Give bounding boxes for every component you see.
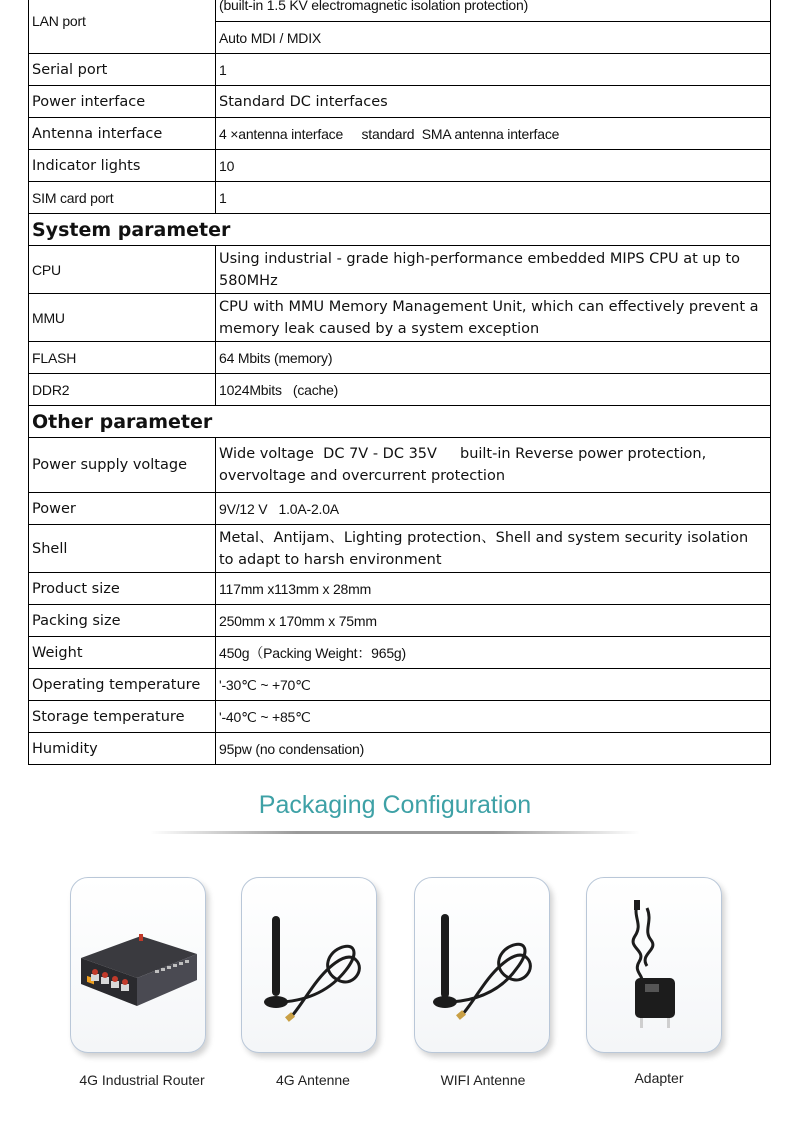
spec-value-shell: Metal、Antijam、Lighting protection、Shell and system security isolation to adapt to harsh environment — [216, 525, 771, 573]
antenna-icon — [242, 878, 376, 1052]
spec-value-packing-size: 250mm x 170mm x 75mm — [216, 605, 771, 637]
spec-value-flash: 64 Mbits (memory) — [216, 342, 771, 374]
spec-value-storage-temp: '-40℃ ~ +85℃ — [216, 701, 771, 733]
spec-value-mmu: CPU with MMU Memory Management Unit, which can effectively prevent a memory leak caused by a system exception — [216, 294, 771, 342]
spec-value-sim: 1 — [216, 182, 771, 214]
wifi-antenna-card — [414, 877, 550, 1053]
spec-key-cpu: CPU — [29, 246, 216, 294]
spec-key-supply-voltage: Power supply voltage — [29, 438, 216, 493]
spec-key-packing-size: Packing size — [29, 605, 216, 637]
router-card — [70, 877, 206, 1053]
spec-key-antenna: Antenna interface — [29, 118, 216, 150]
spec-value-power: 9V/12 V 1.0A-2.0A — [216, 493, 771, 525]
caption-4g-antenna: 4G Antenne — [276, 1072, 350, 1088]
spec-key-flash: FLASH — [29, 342, 216, 374]
section-title-other: Other parameter — [29, 406, 771, 438]
spec-key-serial: Serial port — [29, 54, 216, 86]
spec-key-sim: SIM card port — [29, 182, 216, 214]
spec-value-serial: 1 — [216, 54, 771, 86]
spec-key-operating-temp: Operating temperature — [29, 669, 216, 701]
spec-value-cpu: Using industrial - grade high-performance embedded MIPS CPU at up to 580MHz — [216, 246, 771, 294]
spec-key-power: Power — [29, 493, 216, 525]
spec-key-mmu: MMU — [29, 294, 216, 342]
spec-key-lan: LAN port — [29, 0, 216, 54]
spec-key-product-size: Product size — [29, 573, 216, 605]
spec-value-supply-voltage: Wide voltage DC 7V - DC 35V built-in Reverse power protection, overvoltage and overcurrent protection — [216, 438, 771, 493]
antenna-icon — [415, 878, 549, 1052]
spec-value-indicator: 10 — [216, 150, 771, 182]
spec-table — [28, 0, 771, 765]
spec-value-humidity: 95pw (no condensation) — [216, 733, 771, 765]
spec-key-ddr2: DDR2 — [29, 374, 216, 406]
spec-value-ddr2: 1024Mbits (cache) — [216, 374, 771, 406]
caption-wifi-antenna: WIFI Antenne — [440, 1072, 526, 1088]
packaging-divider — [150, 831, 640, 834]
spec-value-operating-temp: '-30℃ ~ +70℃ — [216, 669, 771, 701]
4g-antenna-card — [241, 877, 377, 1053]
packaging-title: Packaging Configuration — [258, 791, 532, 819]
power-adapter-icon — [587, 878, 721, 1052]
spec-key-power-interface: Power interface — [29, 86, 216, 118]
spec-key-indicator: Indicator lights — [29, 150, 216, 182]
router-icon — [71, 878, 205, 1052]
spec-value-antenna: 4 ×antenna interface standard SMA antenna interface — [216, 118, 771, 150]
caption-router: 4G Industrial Router — [79, 1072, 205, 1088]
adapter-card — [586, 877, 722, 1053]
caption-adapter: Adapter — [634, 1070, 684, 1086]
spec-key-weight: Weight — [29, 637, 216, 669]
spec-value-lan-mdix: Auto MDI / MDIX — [216, 22, 771, 54]
spec-value-weight: 450g（Packing Weight：965g) — [216, 637, 771, 669]
spec-key-storage-temp: Storage temperature — [29, 701, 216, 733]
spec-value-power-interface: Standard DC interfaces — [216, 86, 771, 118]
spec-key-humidity: Humidity — [29, 733, 216, 765]
spec-key-shell: Shell — [29, 525, 216, 573]
spec-value-product-size: 117mm x113mm x 28mm — [216, 573, 771, 605]
section-title-system: System parameter — [29, 214, 771, 246]
spec-value-lan-isolation: (built-in 1.5 KV electromagnetic isolation protection) — [216, 0, 771, 22]
